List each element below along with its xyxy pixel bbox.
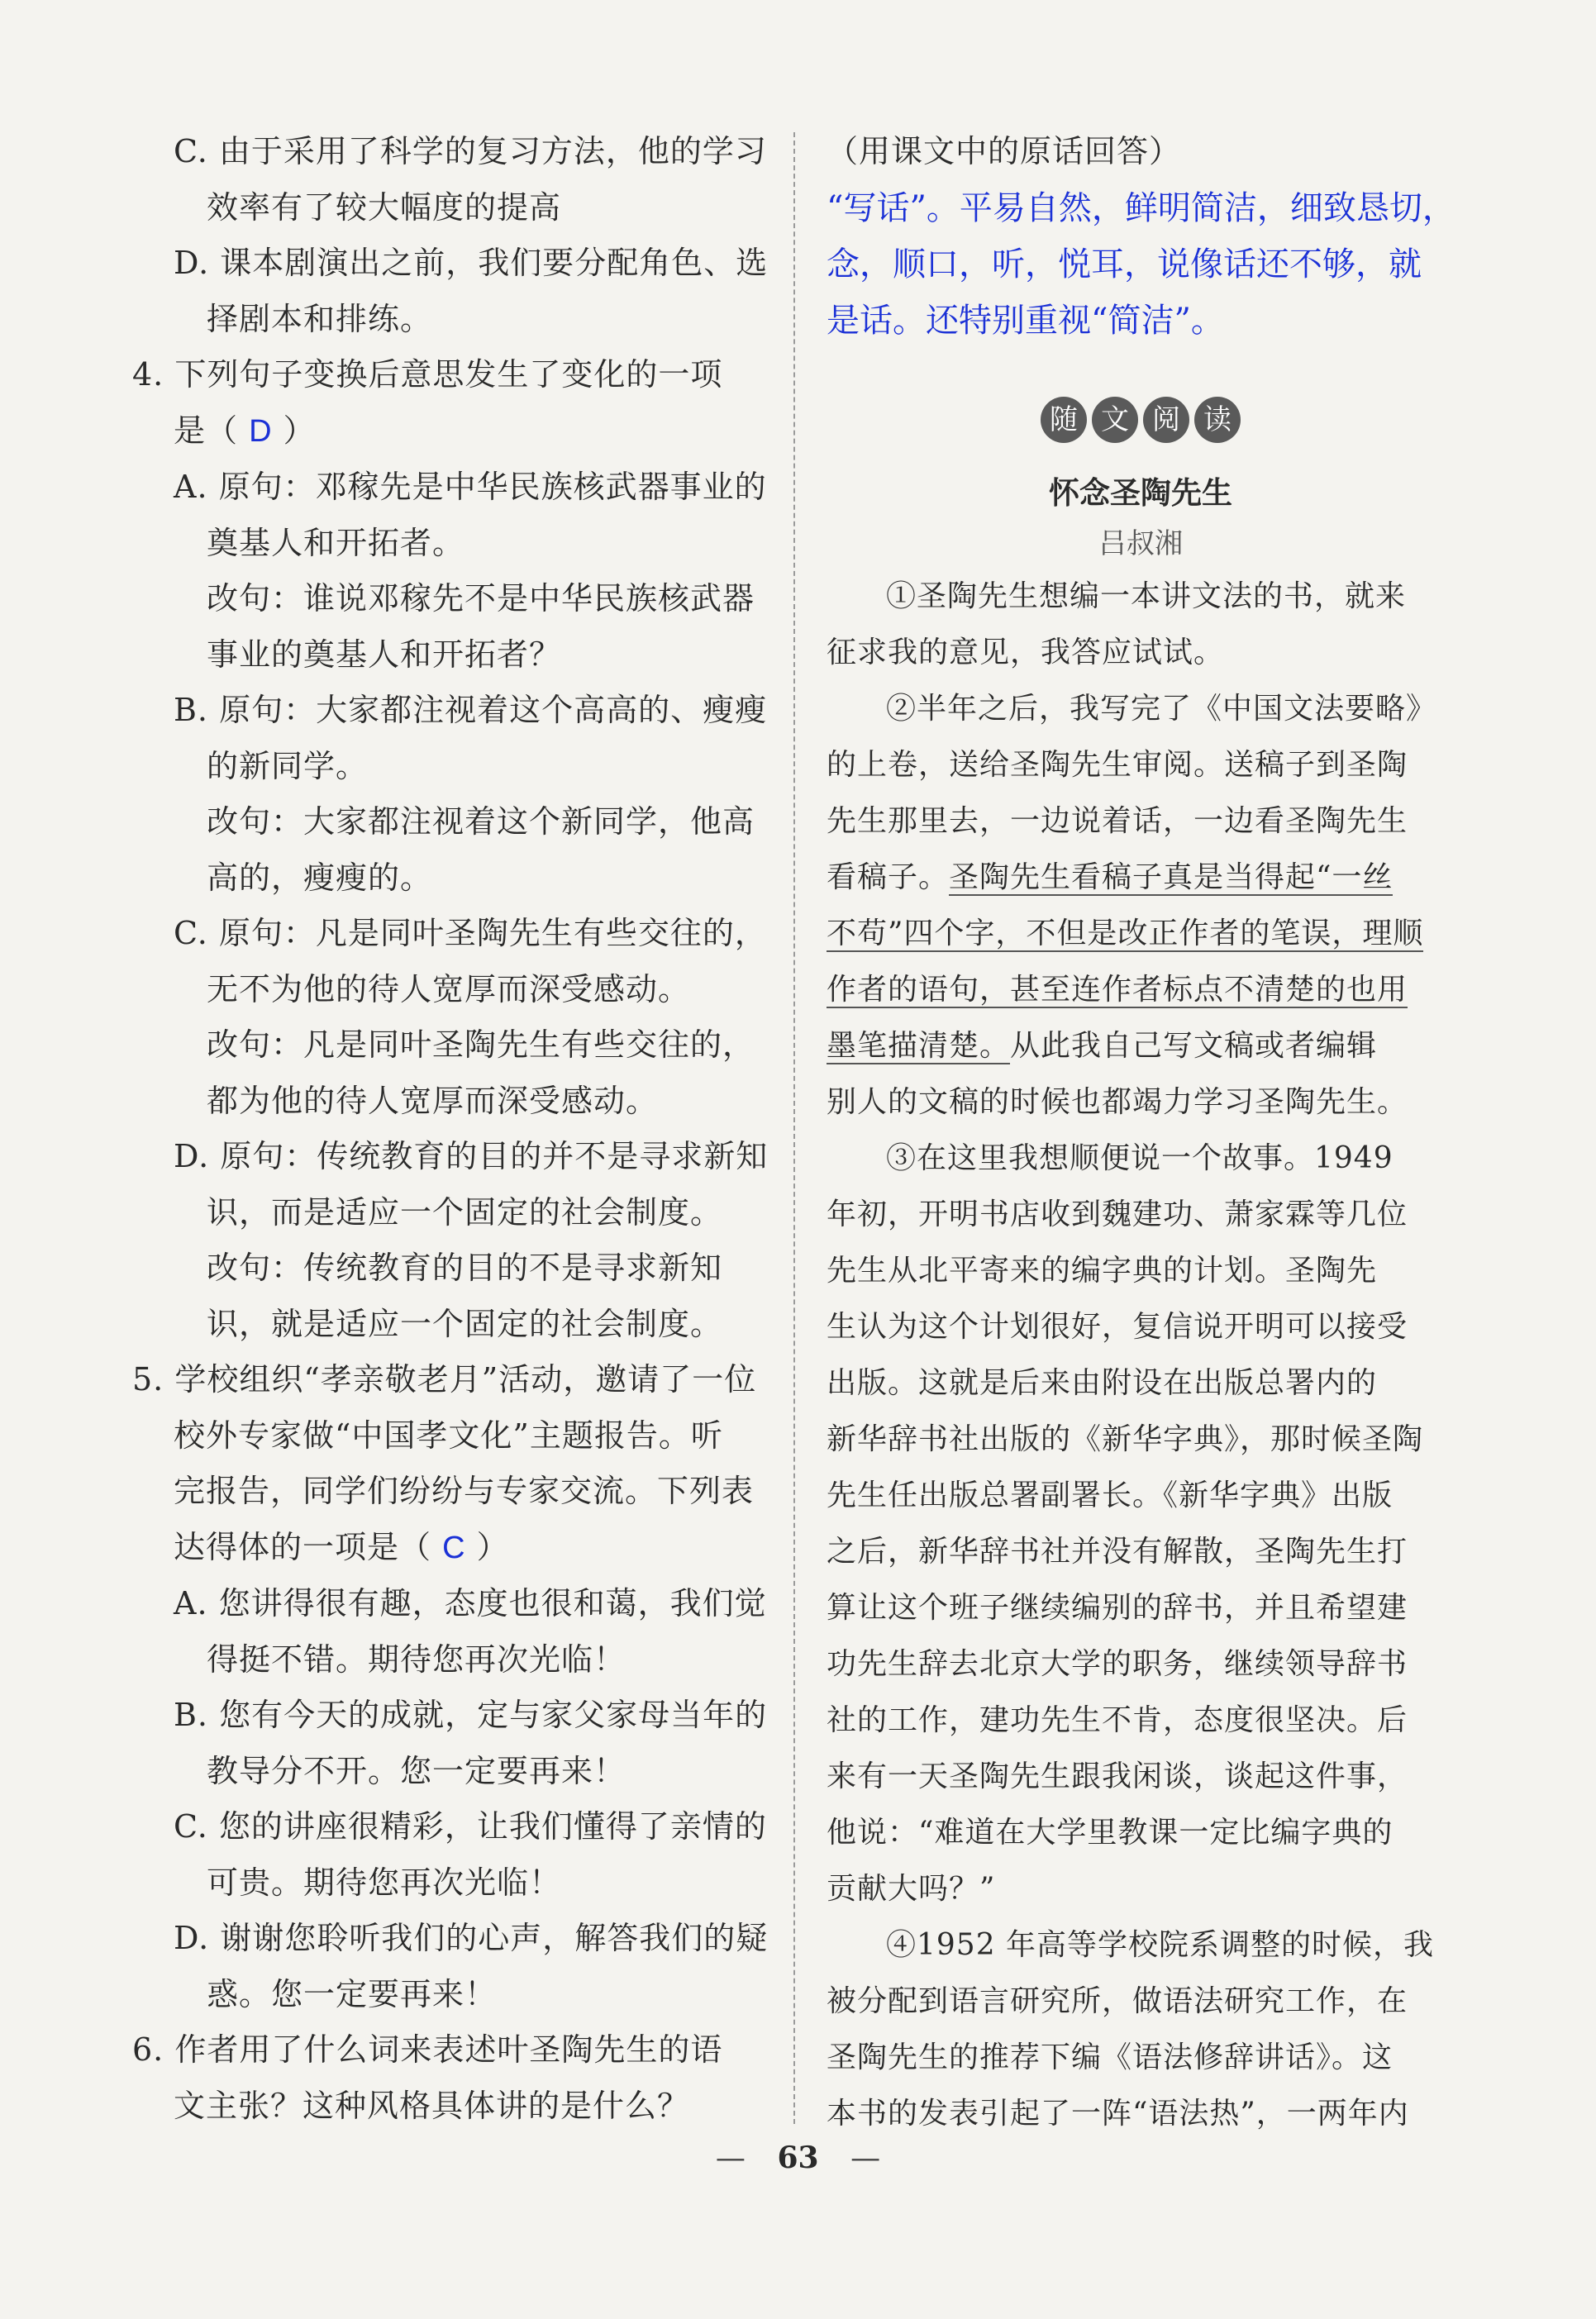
p1-line2: 征求我的意见，我答应试试。 xyxy=(827,635,1225,669)
q5-answer: C xyxy=(442,1530,466,1565)
q4-b-line3: 改句：大家都注视着这个新同学，他高 xyxy=(207,803,755,840)
q4-c-line1: C. 原句：凡是同叶圣陶先生有些交往的， xyxy=(174,915,767,951)
q5-b-line2: 教导分不开。您一定要再来！ xyxy=(207,1752,626,1789)
p2-line7: 墨笔描清楚。从此我自己写文稿或者编辑 xyxy=(827,1028,1378,1063)
p4-line1: ④1952 年高等学校院系调整的时候，我 xyxy=(886,1927,1435,1962)
underlined-sentence: 墨笔描清楚。 xyxy=(827,1028,1011,1063)
q5-c-line1: C. 您的讲座很精彩，让我们懂得了亲情的 xyxy=(174,1808,767,1845)
section-char: 读 xyxy=(1194,397,1241,443)
q5-d-line1: D. 谢谢您聆听我们的心声，解答我们的疑 xyxy=(174,1920,769,1956)
q4-d-line2: 识，而是适应一个固定的社会制度。 xyxy=(207,1193,723,1231)
q5-b-line1: B. 您有今天的成就，定与家父家母当年的 xyxy=(174,1697,768,1733)
p2-line5 xyxy=(827,906,1455,962)
q4-a-line3: 改句：谁说邓稼先不是中华民族核武器 xyxy=(207,580,755,617)
q5-c-line2: 可贵。期待您再次光临！ xyxy=(207,1864,562,1901)
q5-stem-line1: 5. 学校组织“孝亲敬老月”活动，邀请了一位 xyxy=(132,1361,757,1398)
p2-line4: 看稿子。圣陶先生看稿子真是当得起“一丝 xyxy=(827,860,1394,894)
q4-d-line3: 改句：传统教育的目的不是寻求新知 xyxy=(207,1250,723,1286)
q5-stem-line2: 校外专家做“中国孝文化”主题报告。听 xyxy=(174,1417,723,1454)
right-column xyxy=(827,124,1455,2142)
p3-line1: ③在这里我想顺便说一个故事。1949 xyxy=(886,1140,1394,1175)
p3-line14: 贡献大吗？” xyxy=(827,1871,996,1906)
p4-line4: 本书的发表引起了一阵“语法热”，一两年内 xyxy=(827,2096,1409,2131)
q4-a-line4: 事业的奠基人和开拓者？ xyxy=(207,636,562,673)
q6-answer-line2: 念，顺口，听，悦耳，说像话还不够，就 xyxy=(827,245,1422,283)
p2-line8: 别人的文稿的时候也都竭力学习圣陶先生。 xyxy=(827,1084,1408,1119)
q3-option-c-line2: 效率有了较大幅度的提高 xyxy=(207,188,562,226)
p3-line11: 社的工作，建功先生不肯，态度很坚决。后 xyxy=(827,1702,1408,1737)
q5-a-line1: A. 您讲得很有趣，态度也很和蔼，我们觉 xyxy=(174,1585,767,1621)
p3-line8: 之后，新华辞书社并没有解散，圣陶先生打 xyxy=(827,1534,1408,1569)
p3-line4: 生认为这个计划很好，复信说开明可以接受 xyxy=(827,1309,1408,1344)
footer-dash: — xyxy=(715,2141,746,2175)
section-char: 文 xyxy=(1092,397,1138,443)
left-column xyxy=(132,124,769,2134)
p3-line5: 出版。这就是后来由附设在出版总署内的 xyxy=(827,1365,1378,1400)
p2-line2: 的上卷，送给圣陶先生审阅。送稿子到圣陶 xyxy=(827,747,1408,782)
underlined-sentence: 不苟”四个字，不但是改正作者的笔误，理顺 xyxy=(827,916,1424,950)
p3-line13: 他说：“难道在大学里教课一定比编字典的 xyxy=(827,1815,1394,1850)
p3-line2: 年初，开明书店收到魏建功、萧家霖等几位 xyxy=(827,1197,1408,1231)
article-author: 吕叔湘 xyxy=(1098,526,1183,560)
p4-line2: 被分配到语言研究所，做语法研究工作，在 xyxy=(827,1983,1408,2018)
q6-hint: （用课文中的原话回答） xyxy=(827,133,1182,169)
q3-option-d-line2: 择剧本和排练。 xyxy=(207,300,433,337)
q4-b-line1: B. 原句：大家都注视着这个高高的、瘦瘦 xyxy=(174,692,768,728)
page-number: 63 xyxy=(777,2140,819,2175)
footer-dash: — xyxy=(850,2141,881,2175)
q5-a-line2: 得挺不错。期待您再次光临！ xyxy=(207,1640,626,1678)
q4-b-line2: 的新同学。 xyxy=(207,747,369,784)
page-footer xyxy=(0,2140,1596,2175)
p3-line9: 算让这个班子继续编别的辞书，并且希望建 xyxy=(827,1590,1408,1625)
q4-answer: D xyxy=(249,413,273,449)
q4-stem-line1: 4. 下列句子变换后意思发生了变化的一项 xyxy=(132,356,723,393)
q3-option-d-line1: D. 课本剧演出之前，我们要分配角色、选 xyxy=(174,245,769,281)
q4-b-line4: 高的，瘦瘦的。 xyxy=(207,859,433,896)
p3-line12: 来有一天圣陶先生跟我闲谈，谈起这件事， xyxy=(827,1759,1408,1793)
q4-stem-line2: 是（ D ） xyxy=(174,412,316,449)
q5-stem-line3: 完报告，同学们纷纷与专家交流。下列表 xyxy=(174,1473,755,1509)
q6-stem-line2: 文主张？这种风格具体讲的是什么？ xyxy=(174,2087,690,2124)
q4-a-line1: A. 原句：邓稼先是中华民族核武器事业的 xyxy=(174,469,767,505)
p2-line6 xyxy=(827,962,1455,1018)
p2-line3: 先生那里去，一边说着话，一边看圣陶先生 xyxy=(827,803,1408,838)
underlined-sentence: 圣陶先生看稿子真是当得起“一丝 xyxy=(949,860,1394,894)
p3-line10: 功先生辞去北京大学的职务，继续领导辞书 xyxy=(827,1646,1408,1681)
p3-line7: 先生任出版总署副署长。《新华字典》出版 xyxy=(827,1478,1394,1512)
p1-line1: ①圣陶先生想编一本讲文法的书，就来 xyxy=(886,579,1407,613)
q6-answer-line3: 是话。还特别重视“简洁”。 xyxy=(827,301,1224,340)
column-divider xyxy=(793,132,795,2124)
section-char: 随 xyxy=(1041,397,1087,443)
p4-line3: 圣陶先生的推荐下编《语法修辞讲话》。这 xyxy=(827,2040,1394,2074)
p3-line3: 先生从北平寄来的编字典的计划。圣陶先 xyxy=(827,1253,1378,1288)
section-heading xyxy=(827,397,1455,443)
q3-option-c-line1: C. 由于采用了科学的复习方法，他的学习 xyxy=(174,133,767,169)
q4-c-line2: 无不为他的待人宽厚而深受感动。 xyxy=(207,970,691,1007)
article-title: 怀念圣陶先生 xyxy=(1049,474,1232,511)
q4-d-line1: D. 原句：传统教育的目的并不是寻求新知 xyxy=(174,1138,769,1174)
q6-answer-line1: “写话”。平易自然，鲜明简洁，细致恳切， xyxy=(827,188,1455,227)
underlined-sentence: 作者的语句，甚至连作者标点不清楚的也用 xyxy=(827,972,1408,1007)
p3-line6: 新华辞书社出版的《新华字典》，那时候圣陶 xyxy=(827,1421,1424,1456)
q4-c-line4: 都为他的待人宽厚而深受感动。 xyxy=(207,1082,659,1119)
q5-stem-line4: 达得体的一项是（ C ） xyxy=(174,1528,509,1565)
section-char: 阅 xyxy=(1143,397,1189,443)
q4-c-line3: 改句：凡是同叶圣陶先生有些交往的， xyxy=(207,1026,755,1063)
q5-d-line2: 惑。您一定要再来！ xyxy=(207,1975,498,2012)
q6-stem-line1: 6. 作者用了什么词来表述叶圣陶先生的语 xyxy=(132,2031,723,2068)
p2-line1: ②半年之后，我写完了《中国文法要略》 xyxy=(886,691,1437,726)
q4-a-line2: 奠基人和开拓者。 xyxy=(207,524,465,561)
q4-d-line4: 识，就是适应一个固定的社会制度。 xyxy=(207,1305,723,1342)
